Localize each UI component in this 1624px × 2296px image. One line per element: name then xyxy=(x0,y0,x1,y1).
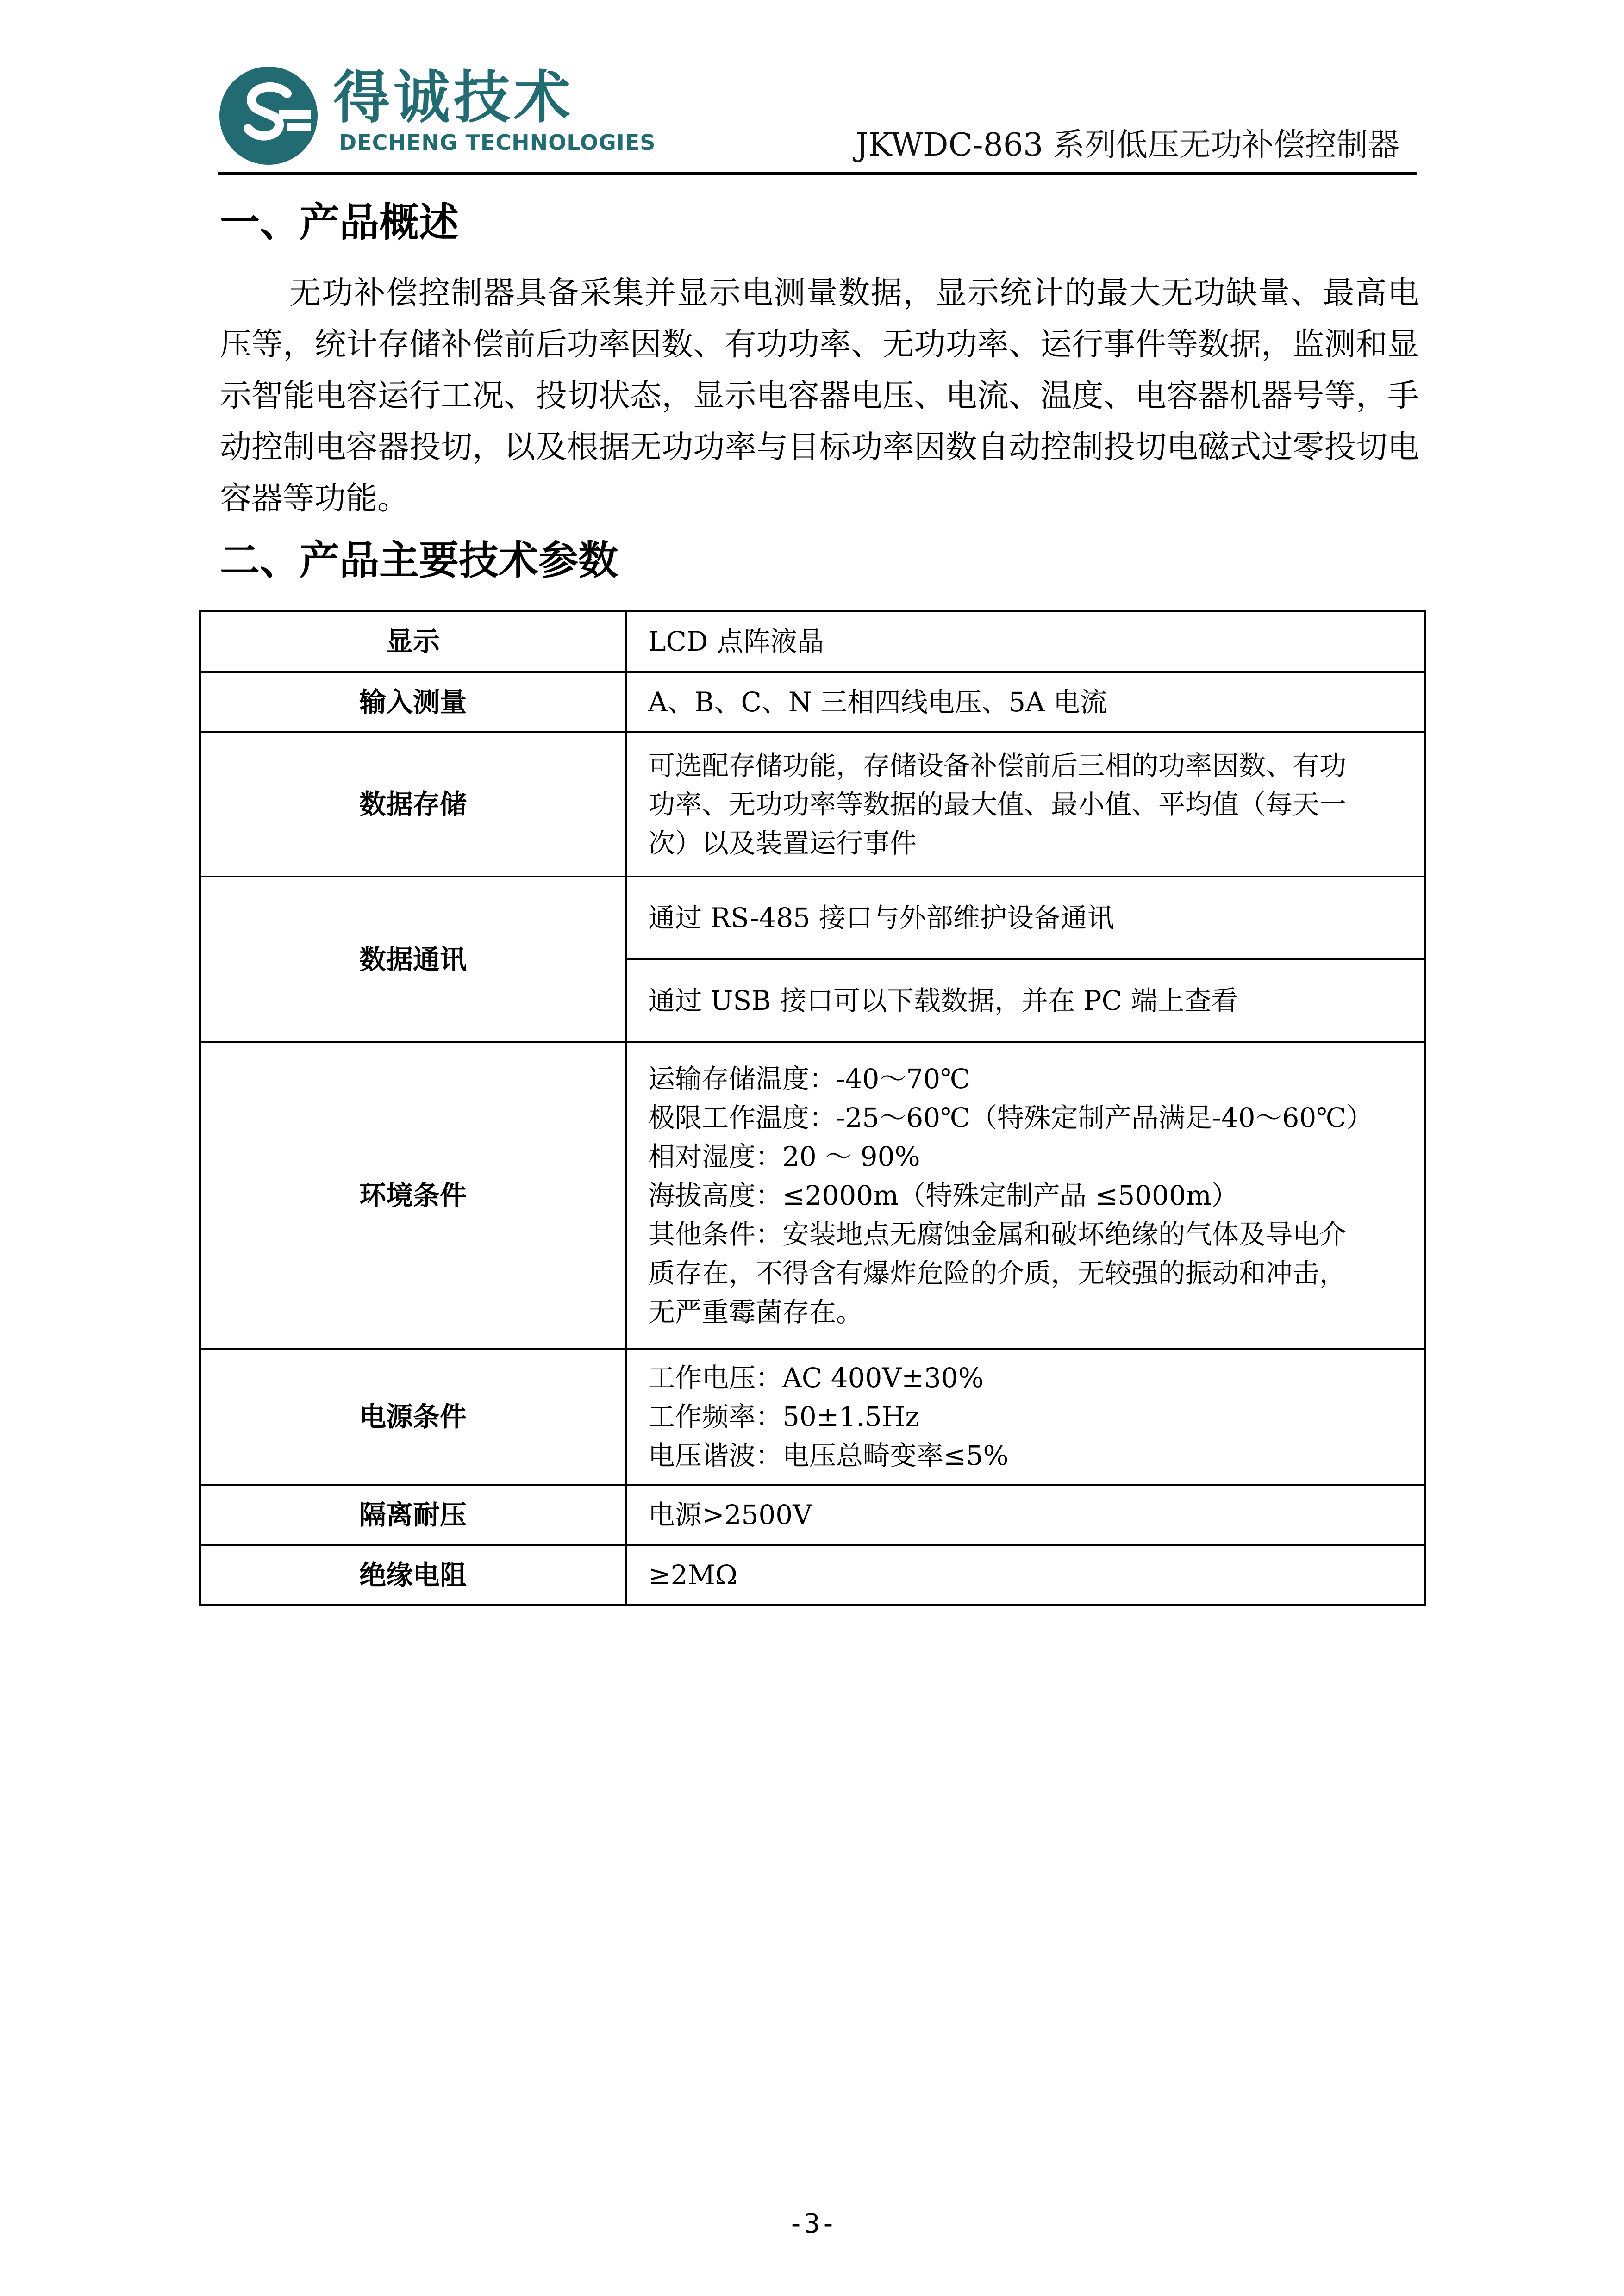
spec-value: 工作电压：AC 400V±30% 工作频率：50±1.5Hz 电压谐波：电压总畸变率≤5% xyxy=(626,1349,1425,1485)
spec-label: 输入测量 xyxy=(200,672,626,732)
section-heading-overview: 一、产品概述 xyxy=(220,199,459,246)
brand-name-cn: 得诚技术 xyxy=(333,65,574,131)
table-row xyxy=(200,1349,1425,1485)
spec-value: ≥2MΩ xyxy=(626,1545,1425,1605)
spec-value: LCD 点阵液晶 xyxy=(626,611,1425,672)
spec-label: 显示 xyxy=(200,611,626,672)
header-divider xyxy=(218,172,1417,175)
spec-label: 绝缘电阻 xyxy=(200,1545,626,1605)
table-row xyxy=(200,1485,1425,1545)
spec-label: 环境条件 xyxy=(200,1042,626,1349)
document-title: JKWDC-863 系列低压无功补偿控制器 xyxy=(856,127,1399,163)
table-row xyxy=(200,877,1425,959)
brand-name-en: DECHENG TECHNOLOGIES xyxy=(339,130,656,155)
table-row xyxy=(200,672,1425,732)
spec-value: A、B、C、N 三相四线电压、5A 电流 xyxy=(626,672,1425,732)
table-row xyxy=(200,732,1425,877)
spec-label: 电源条件 xyxy=(200,1349,626,1485)
spec-table xyxy=(199,610,1426,1606)
table-row xyxy=(200,1042,1425,1349)
section-heading-specs: 二、产品主要技术参数 xyxy=(220,537,618,584)
page-header xyxy=(0,0,1624,176)
spec-label: 隔离耐压 xyxy=(200,1485,626,1545)
table-row xyxy=(200,611,1425,672)
spec-label: 数据通讯 xyxy=(200,877,626,1042)
spec-value: 通过 USB 接口可以下载数据，并在 PC 端上查看 xyxy=(626,959,1425,1042)
spec-value: 可选配存储功能，存储设备补偿前后三相的功率因数、有功 功率、无功功率等数据的最大值、最小值、平均值（每天一 次）以及装置运行事件 xyxy=(626,732,1425,877)
overview-paragraph: 无功补偿控制器具备采集并显示电测量数据，显示统计的最大无功缺量、最高电压等，统计存储补偿前后功率因数、有功功率、无功功率、运行事件等数据，监测和显示智能电容运行工况、投切状态，显示电容器电压、电流、温度、电容器机器号等，手动控制电容器投切，以及根据无功功率与目标功率因数自动控制投切电磁式过零投切电容器等功能。 xyxy=(220,275,1419,517)
decheng-logo-icon xyxy=(218,65,319,167)
spec-value: 运输存储温度：-40～70℃ 极限工作温度：-25～60℃（特殊定制产品满足-40～60℃） 相对湿度：20 ～ 90% 海拔高度：≤2000m（特殊定制产品 ≤5000m） 其他条件：安装地点无腐蚀金属和破坏绝缘的气体及导电介 质存在，不得含有爆炸危险的介质，无较强的振动和冲击， 无严重霉菌存在。 xyxy=(626,1042,1425,1349)
spec-value: 电源>2500V xyxy=(626,1485,1425,1545)
page-number: -3- xyxy=(787,2208,837,2239)
table-row xyxy=(200,1545,1425,1605)
spec-label: 数据存储 xyxy=(200,732,626,877)
spec-value: 通过 RS-485 接口与外部维护设备通讯 xyxy=(626,877,1425,959)
